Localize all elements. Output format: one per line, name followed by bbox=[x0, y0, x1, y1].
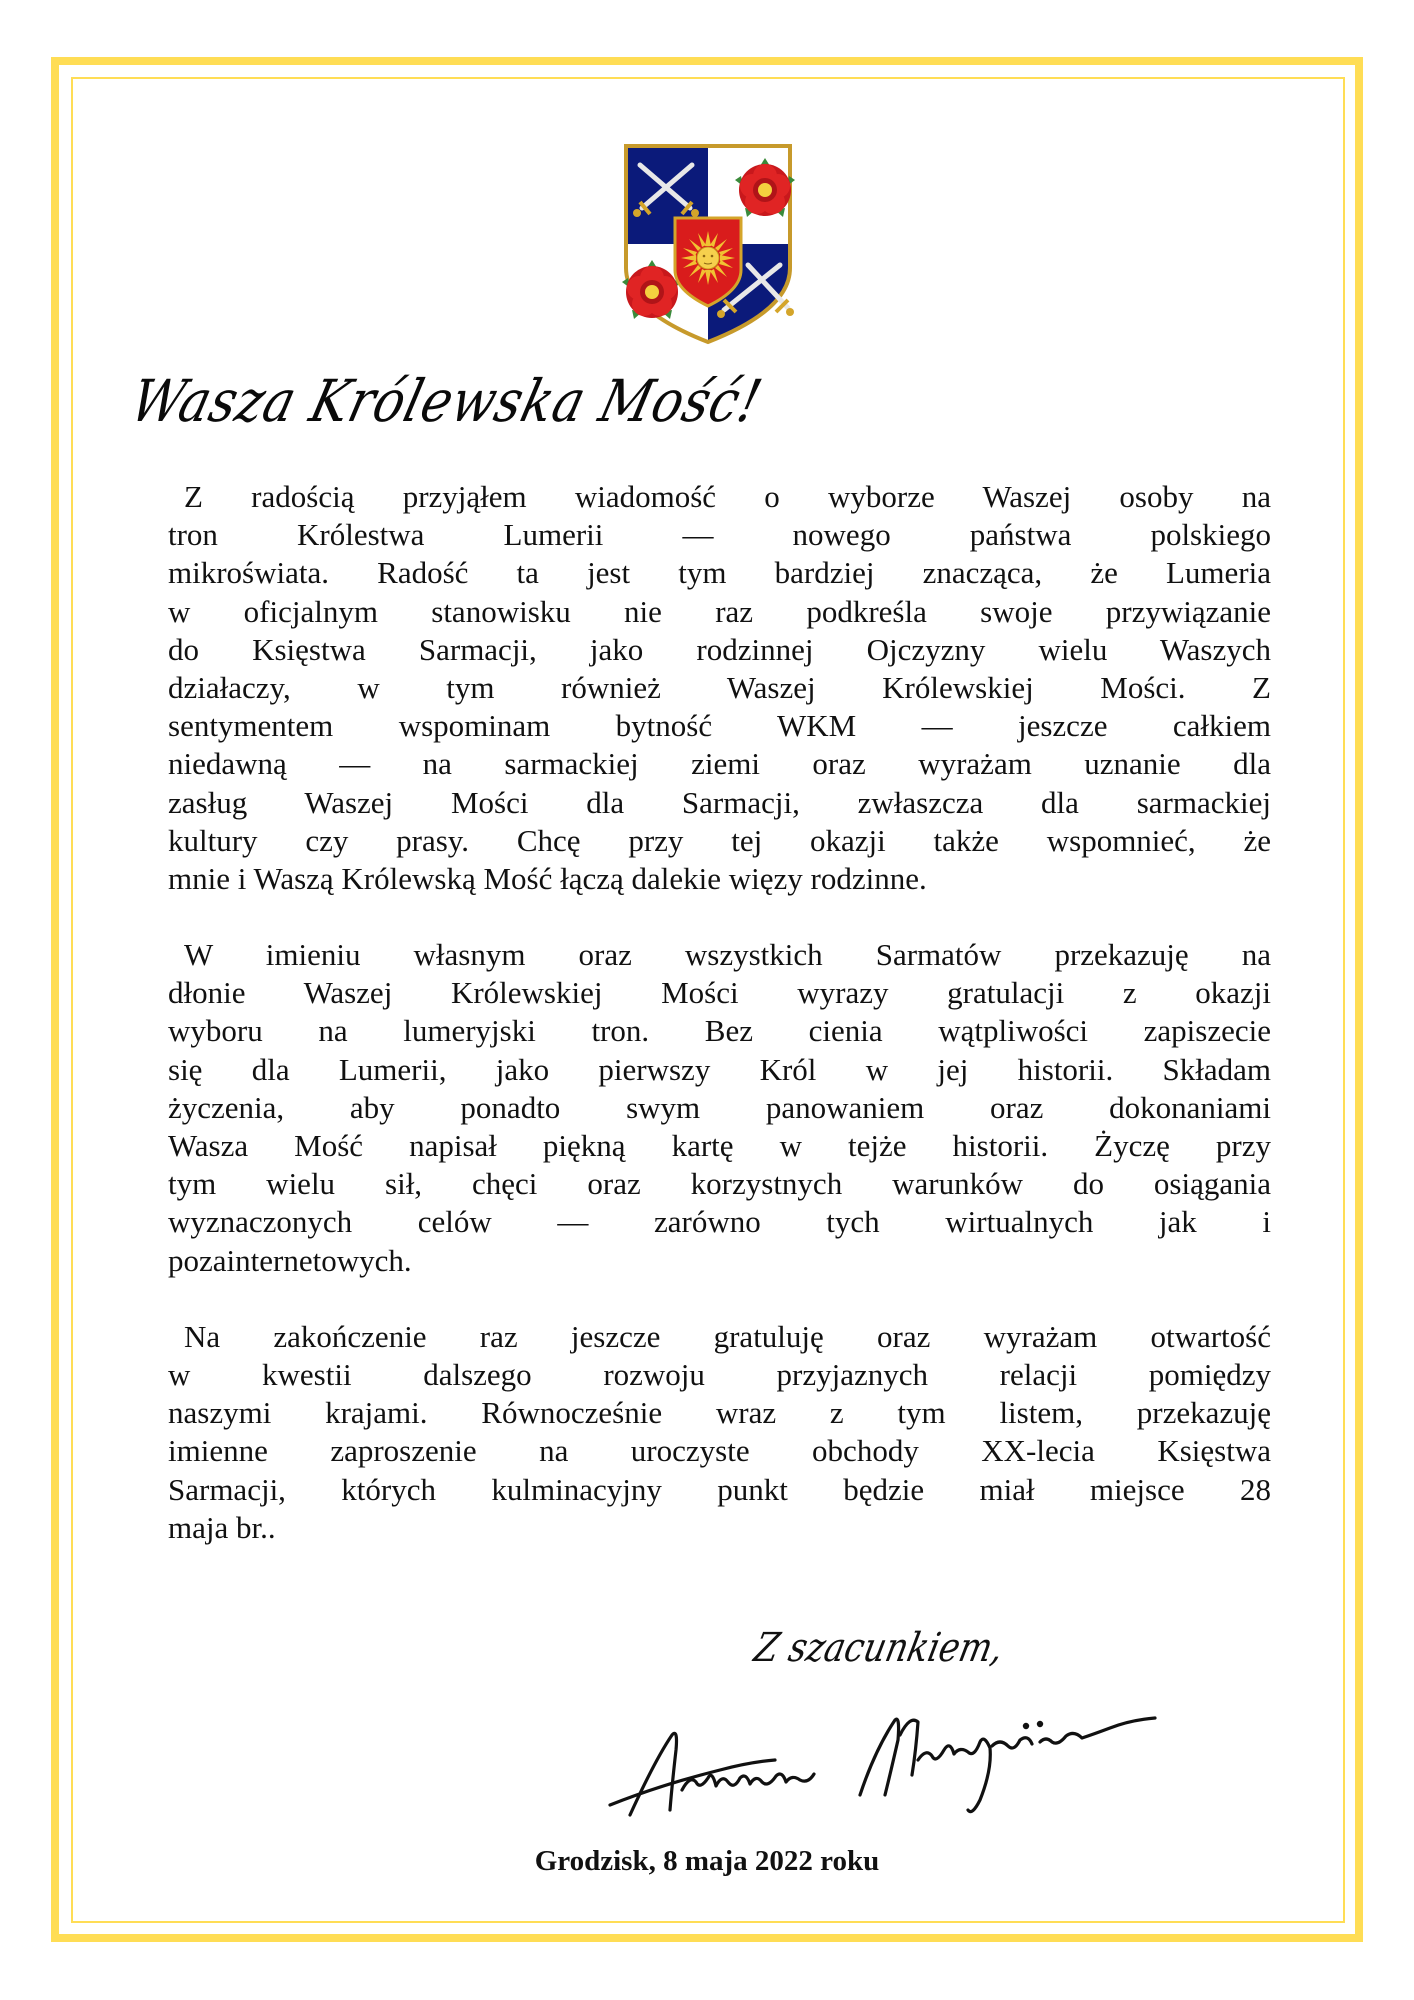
text-line bbox=[168, 516, 1271, 554]
text-line bbox=[168, 1318, 1271, 1356]
line-text: Wasza Mość napisał piękną kartę w tejże historii. Życzę przy bbox=[168, 1128, 1271, 1163]
line-text: maja br.. bbox=[168, 1509, 276, 1545]
line-text: pozainternetowych. bbox=[168, 1242, 412, 1278]
line-text: zasług Waszej Mości dla Sarmacji, zwłaszcza dla sarmackiej bbox=[168, 784, 1271, 820]
line-text: naszymi krajami. Równocześnie wraz z tym listem, przekazuję bbox=[168, 1395, 1271, 1431]
line-text: tron Królestwa Lumerii — nowego państwa polskiego bbox=[168, 517, 1271, 553]
sun-icon bbox=[681, 231, 735, 285]
text-line bbox=[168, 1242, 1271, 1280]
line-text: W imieniu własnym oraz wszystkich Sarmatów przekazuję na bbox=[184, 937, 1271, 973]
line-text: do Księstwa Sarmacji, jako rodzinnej Ojczyzny wielu Waszych bbox=[168, 631, 1271, 667]
text-line bbox=[168, 707, 1271, 745]
text-line bbox=[168, 1432, 1271, 1470]
paragraph-3 bbox=[168, 1318, 1271, 1547]
line-text: mikroświata. Radość ta jest tym bardziej znacząca, że Lumeria bbox=[168, 555, 1271, 591]
letter-body bbox=[168, 478, 1271, 1585]
line-text: dłonie Waszej Królewskiej Mości wyrazy gratulacji z okazji bbox=[168, 975, 1271, 1011]
place-and-date: Grodzisk, 8 maja 2022 roku bbox=[534, 1845, 880, 1877]
line-text: mnie i Waszą Królewską Mość łączą dalekie więzy rodzinne. bbox=[168, 860, 927, 896]
text-line bbox=[168, 860, 1271, 898]
line-text: tym wielu sił, chęci oraz korzystnych warunków do osiągania bbox=[168, 1166, 1271, 1202]
line-text: niedawną — na sarmackiej ziemi oraz wyrażam uznanie dla bbox=[168, 746, 1271, 782]
text-line bbox=[168, 745, 1271, 783]
closing-phrase: Z szacunkiem, bbox=[750, 1625, 1008, 1671]
line-text: kultury czy prasy. Chcę przy tej okazji także wspomnieć, że bbox=[168, 822, 1271, 858]
text-line bbox=[168, 669, 1271, 707]
text-line bbox=[168, 1394, 1271, 1432]
paragraph-1 bbox=[168, 478, 1271, 898]
text-line bbox=[168, 593, 1271, 631]
line-text: Z radością przyjąłem wiadomość o wyborze Waszej osoby na bbox=[184, 479, 1271, 514]
line-text: Sarmacji, których kulminacyjny punkt będzie miał miejsce 28 bbox=[168, 1471, 1271, 1507]
text-line bbox=[168, 1471, 1271, 1509]
text-line bbox=[168, 936, 1271, 974]
paragraph-2 bbox=[168, 936, 1271, 1280]
text-line bbox=[168, 1127, 1271, 1165]
line-text: w oficjalnym stanowisku nie raz podkreśla swoje przywiązanie bbox=[168, 593, 1271, 629]
text-line bbox=[168, 1356, 1271, 1394]
text-line bbox=[168, 1165, 1271, 1203]
line-text: imienne zaproszenie na uroczyste obchody XX-lecia Księstwa bbox=[168, 1433, 1271, 1469]
line-text: wyznaczonych celów — zarówno tych wirtualnych jak i bbox=[168, 1204, 1271, 1240]
line-text: w kwestii dalszego rozwoju przyjaznych relacji pomiędzy bbox=[168, 1356, 1271, 1392]
text-line bbox=[168, 822, 1271, 860]
text-line bbox=[168, 1203, 1271, 1241]
line-text: życzenia, aby ponadto swym panowaniem oraz dokonaniami bbox=[168, 1089, 1271, 1125]
line-text: sentymentem wspominam bytność WKM — jeszcze całkiem bbox=[168, 708, 1271, 744]
text-line bbox=[168, 631, 1271, 669]
handwritten-signature bbox=[600, 1690, 1160, 1820]
text-line bbox=[168, 554, 1271, 592]
line-text: działaczy, w tym również Waszej Królewskiej Mości. Z bbox=[168, 669, 1271, 705]
text-line bbox=[168, 478, 1271, 516]
text-line bbox=[168, 1012, 1271, 1050]
text-line bbox=[168, 784, 1271, 822]
text-line bbox=[168, 1509, 1271, 1547]
text-line bbox=[168, 1089, 1271, 1127]
text-line bbox=[168, 974, 1271, 1012]
line-text: wyboru na lumeryjski tron. Bez cienia wątpliwości zapiszecie bbox=[168, 1013, 1271, 1049]
line-text: Na zakończenie raz jeszcze gratuluję oraz wyrażam otwartość bbox=[184, 1318, 1271, 1354]
line-text: się dla Lumerii, jako pierwszy Król w jej historii. Składam bbox=[168, 1051, 1271, 1087]
salutation-heading: Wasza Królewska Mość! bbox=[124, 367, 769, 435]
text-line bbox=[168, 1051, 1271, 1089]
coat-of-arms-emblem bbox=[620, 140, 796, 348]
